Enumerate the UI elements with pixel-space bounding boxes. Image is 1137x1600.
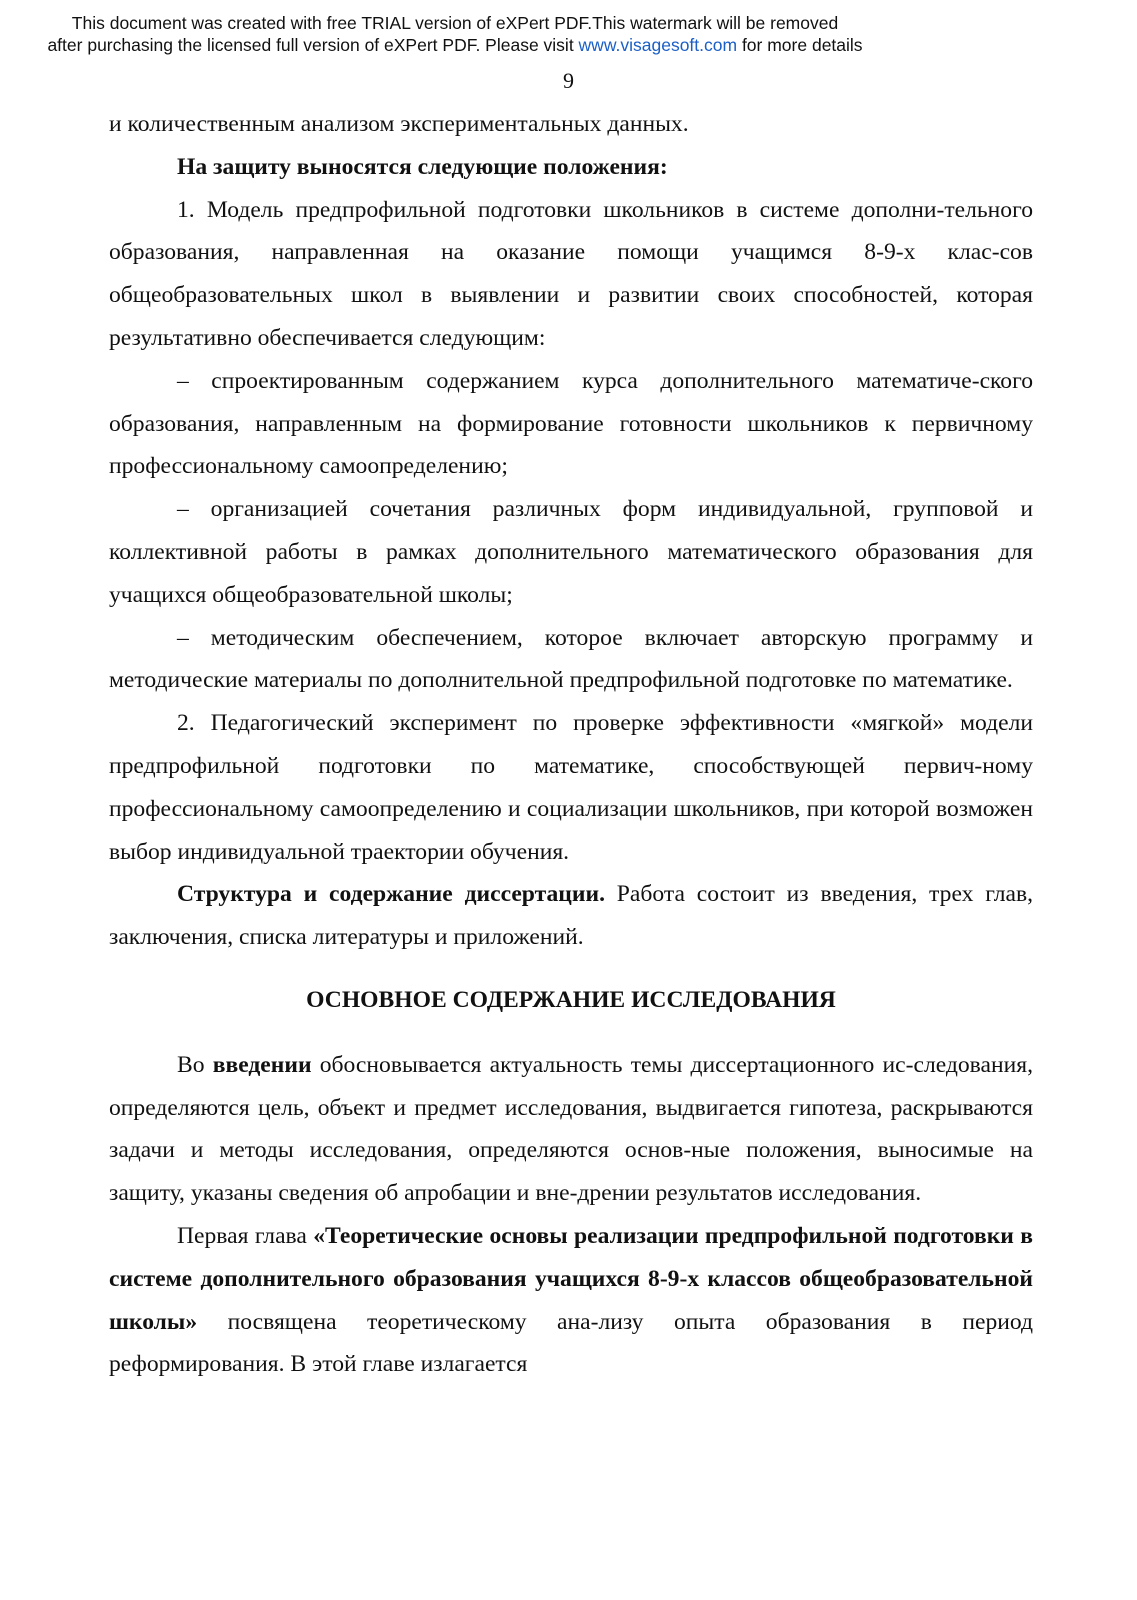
section-heading: ОСНОВНОЕ СОДЕРЖАНИЕ ИССЛЕДОВАНИЯ [306,986,836,1013]
chapter-1-title: «Теоретические основы реализации предпрофильной подготовки в системе дополнительного образования учащихся 8-9-х классов общеобразовательной школы» [109,1222,1033,1335]
structure-text: Работа состоит из введения, трех глав, заключения, списка литературы и приложений. [109,881,1034,951]
trial-watermark [0,12,910,56]
watermark-line-2 [0,34,910,56]
paragraph-item-content: – спроектированным содержанием курса дополнительного математиче-ского образования, направленным на формирование готовности школьников к первичному профессиональному самоопределению; [109,367,1033,480]
watermark-link[interactable]: www.visagesoft.com [578,35,738,55]
paragraph-introduction [109,1044,1033,1215]
document-body [109,103,1033,1386]
watermark-text-end: for more details [737,35,863,55]
chapter-1-text: посвящена теоретическому ана-лизу опыта образования в период реформирования. В этой главе излагается [109,1308,1033,1378]
defense-statements-label: На защиту выносятся следующие положения: [177,153,668,180]
defense-statements-heading [109,146,1033,189]
paragraph-continuation: и количественным анализом экспериментальных данных. [109,111,689,137]
paragraph-statement-2: 2. Педагогический эксперимент по проверке эффективности «мягкой» модели предпрофильной подготовки по математике, способствующей первич-ному профессиональному самоопределению и социализации школьников, при которой возможен выбор индивидуальной траектории обучения. [109,710,1033,865]
chapter-1-start: Первая глава [177,1222,314,1249]
structure-label: Структура и содержание диссертации. [177,881,605,908]
intro-bold-term: введении [212,1051,312,1078]
paragraph-item-organization: – организацией сочетания различных форм индивидуальной, групповой и коллективной работы в рамках дополнительного математического образования для учащихся общеобразовательной школы; [109,496,1033,608]
watermark-text: after purchasing the licensed full version of eXPert PDF. Please visit [47,35,579,55]
paragraph-structure [109,873,1033,959]
intro-text: обосновывается актуальность темы диссертационного ис-следования, определяются цель, объект и предмет исследования, выдвигается гипотеза, раскрываются задачи и методы исследования, определяются основ-ные положения, выносимые на защиту, указаны сведения об апробации и вне-дрении результатов исследования. [109,1051,1033,1207]
paragraph-item-methodology: – методическим обеспечением, которое включает авторскую программу и методические материалы по дополнительной предпрофильной подготовке по математике. [109,624,1033,694]
paragraph-chapter-1 [109,1215,1033,1386]
paragraph-statement-1: 1. Модель предпрофильной подготовки школьников в системе дополни-тельного образования, направленная на оказание помощи учащимся 8-9-х клас-сов общеобразовательных школ в выявлении и развитии своих способностей, которая результативно обеспечивается следующим: [109,196,1033,351]
page-number: 9 [563,68,574,93]
watermark-line-1: This document was created with free TRIAL version of eXPert PDF.This watermark will be removed [71,13,839,33]
intro-start: Во [177,1051,213,1078]
